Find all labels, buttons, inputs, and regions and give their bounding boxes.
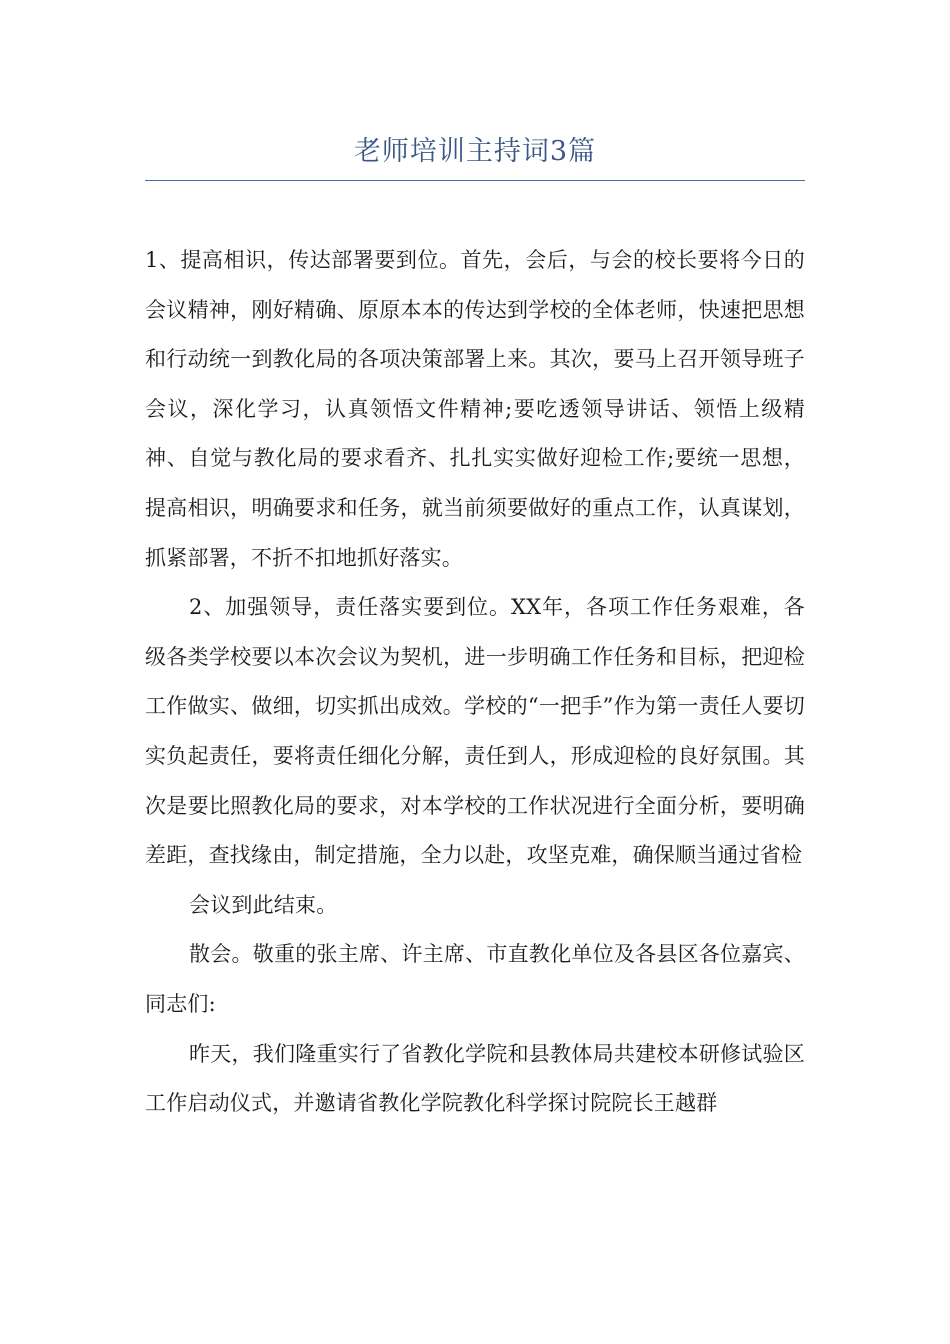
paragraph-5: 昨天，我们隆重实行了省教化学院和县教体局共建校本研修试验区工作启动仪式，并邀请省教化学院教化科学探讨院院长王越群 <box>145 1041 805 1116</box>
title-underline <box>145 180 805 181</box>
paragraph-4: 散会。敬重的张主席、许主席、市直教化单位及各县区各位嘉宾、同志们: <box>145 942 805 1016</box>
document-body <box>145 236 805 1129</box>
document-title: 老师培训主持词3篇 <box>353 136 597 167</box>
paragraph-3: 会议到此结束。 <box>189 892 338 917</box>
paragraph-2: 2、加强领导，责任落实要到位。XX年，各项工作任务艰难，各级各类学校要以本次会议为契机，进一步明确工作任务和目标，把迎检工作做实、做细，切实抓出成效。学校的“一把手”作为第一责任人要切实负起责任，要将责任细化分解，责任到人，形成迎检的良好氛围。其次是要比照教化局的要求，对本学校的工作状况进行全面分析，要明确差距，查找缘由，制定措施，全力以赴，攻坚克难，确保顺当通过省检 <box>145 595 805 868</box>
paragraph-1: 1、提高相识，传达部署要到位。首先，会后，与会的校长要将今日的会议精神，刚好精确、原原本本的传达到学校的全体老师，快速把思想和行动统一到教化局的各项决策部署上来。其次，要马上召开领导班子会议，深化学习，认真领悟文件精神;要吃透领导讲话、领悟上级精神、自觉与教化局的要求看齐、扎扎实实做好迎检工作;要统一思想，提高相识，明确要求和任务，就当前须要做好的重点工作，认真谋划，抓紧部署，不折不扣地抓好落实。 <box>145 248 805 570</box>
